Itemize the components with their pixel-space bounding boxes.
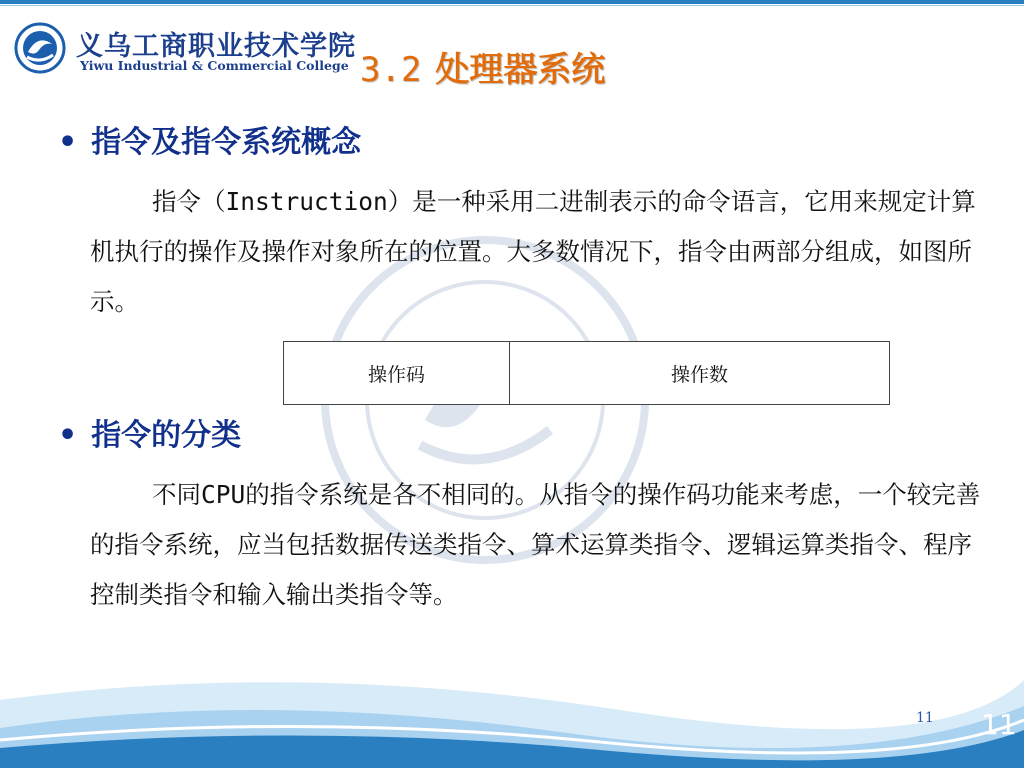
college-name-english: Yiwu Industrial & Commercial College bbox=[80, 58, 349, 73]
bullet-icon: • bbox=[58, 418, 78, 453]
page-number-big: 11 bbox=[981, 708, 1017, 741]
slide-title-number: 3.2 bbox=[360, 50, 422, 90]
slide-title bbox=[360, 42, 605, 91]
top-accent-rule bbox=[0, 0, 1024, 4]
section-paragraph-concept: 指令（Instruction）是一种采用二进制表示的命令语言，它用来规定计算机执行的操作及操作对象所在的位置。大多数情况下，指令由两部分组成，如图所示。 bbox=[90, 187, 976, 316]
bottom-wave-decoration bbox=[0, 640, 1024, 768]
college-emblem-icon bbox=[14, 22, 66, 74]
section-heading-classification bbox=[58, 410, 241, 454]
section-heading-text: 指令及指令系统概念 bbox=[91, 125, 362, 160]
section-heading-concept bbox=[58, 117, 361, 161]
college-logo bbox=[10, 18, 356, 80]
page-number-small: 11 bbox=[916, 710, 934, 726]
section-heading-text: 指令的分类 bbox=[91, 418, 242, 453]
top-accent-rule-thin bbox=[0, 5, 1024, 6]
instruction-format-table bbox=[283, 341, 890, 405]
operand-cell: 操作数 bbox=[670, 363, 728, 386]
slide-title-text: 处理器系统 bbox=[435, 50, 606, 90]
opcode-cell: 操作码 bbox=[284, 342, 510, 404]
bullet-icon: • bbox=[58, 125, 78, 160]
section-paragraph-classification: 不同CPU的指令系统是各不相同的。从指令的操作码功能来考虑，一个较完善的指令系统，应当包括数据传送类指令、算术运算类指令、逻辑运算类指令、程序控制类指令和输入输出类指令等。 bbox=[90, 480, 981, 609]
college-name-chinese: 义乌工商职业技术学院 bbox=[76, 31, 356, 62]
